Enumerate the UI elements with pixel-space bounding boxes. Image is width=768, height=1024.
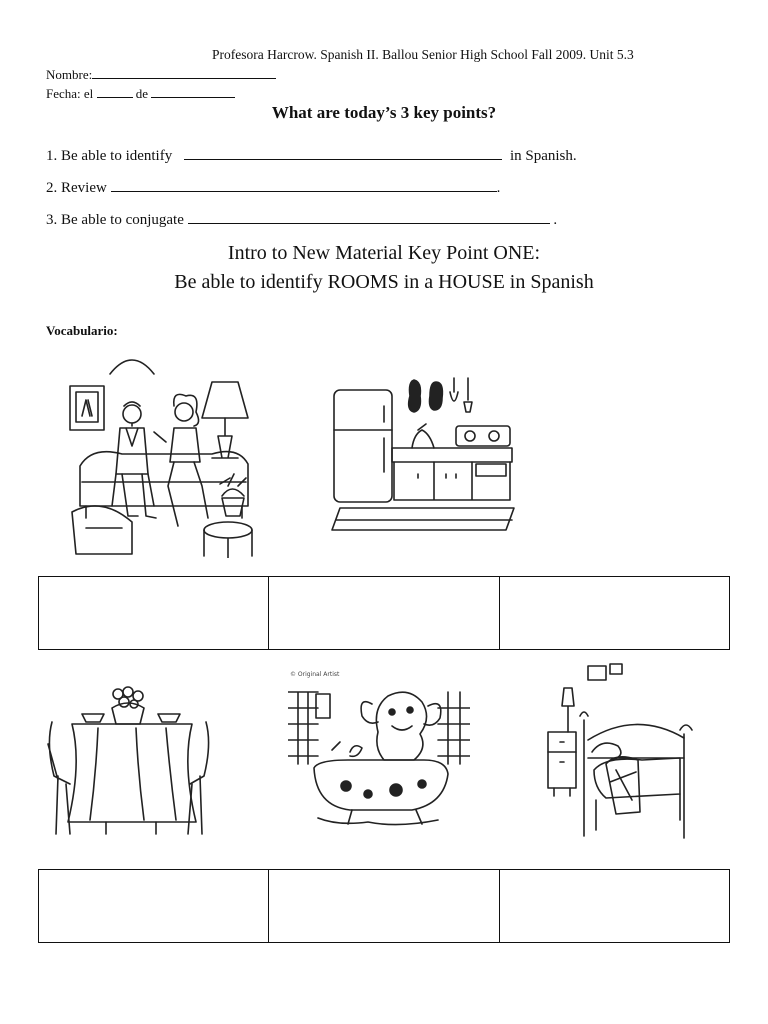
- fecha-month-blank: [151, 86, 235, 98]
- key-point-2-text: 2. Review: [46, 180, 107, 196]
- key-point-1-blank: [184, 148, 502, 160]
- fecha-line: [46, 86, 235, 102]
- page-title: What are today’s 3 key points?: [271, 103, 497, 122]
- vocab-label: Vocabulario:: [46, 323, 118, 338]
- key-point-3-suffix: .: [549, 212, 558, 228]
- key-point-2-blank: [111, 180, 497, 192]
- nombre-line: [46, 67, 276, 83]
- key-point-3-blank: [188, 212, 550, 224]
- key-point-3: [46, 212, 557, 229]
- worksheet-header: Profesora Harcrow. Spanish II. Ballou Senior High School Fall 2009. Unit 5.3: [212, 47, 634, 62]
- fecha-day-blank: [97, 86, 133, 98]
- dining-room-illustration: [46, 684, 212, 840]
- answer-box[interactable]: [500, 577, 729, 649]
- fecha-label: Fecha: el: [46, 86, 94, 101]
- key-point-1: [46, 148, 577, 165]
- intro-line-1: Intro to New Material Key Point ONE:: [227, 242, 541, 264]
- nombre-blank: [92, 67, 276, 79]
- kitchen-illustration: [330, 376, 520, 536]
- key-point-2-suffix: .: [496, 180, 501, 196]
- answer-box[interactable]: [269, 577, 499, 649]
- fecha-de: de: [135, 86, 149, 101]
- bathroom-caption: © Original Artist: [290, 671, 340, 678]
- intro-line-2: Be able to identify ROOMS in a HOUSE in Spanish: [174, 271, 594, 293]
- nombre-label: Nombre:: [46, 67, 93, 82]
- key-point-2: [46, 180, 500, 197]
- answer-row-1: [38, 576, 730, 650]
- answer-row-2: [38, 869, 730, 943]
- key-point-1-text: 1. Be able to identify: [46, 148, 173, 164]
- living-room-illustration: [62, 346, 260, 558]
- key-point-3-text: 3. Be able to conjugate: [46, 212, 184, 228]
- answer-box[interactable]: [39, 577, 269, 649]
- key-point-1-suffix: in Spanish.: [509, 148, 577, 164]
- bathroom-illustration: [288, 668, 470, 838]
- bedroom-illustration: [546, 660, 702, 840]
- answer-box[interactable]: [269, 870, 499, 942]
- answer-box[interactable]: [500, 870, 729, 942]
- answer-box[interactable]: [39, 870, 269, 942]
